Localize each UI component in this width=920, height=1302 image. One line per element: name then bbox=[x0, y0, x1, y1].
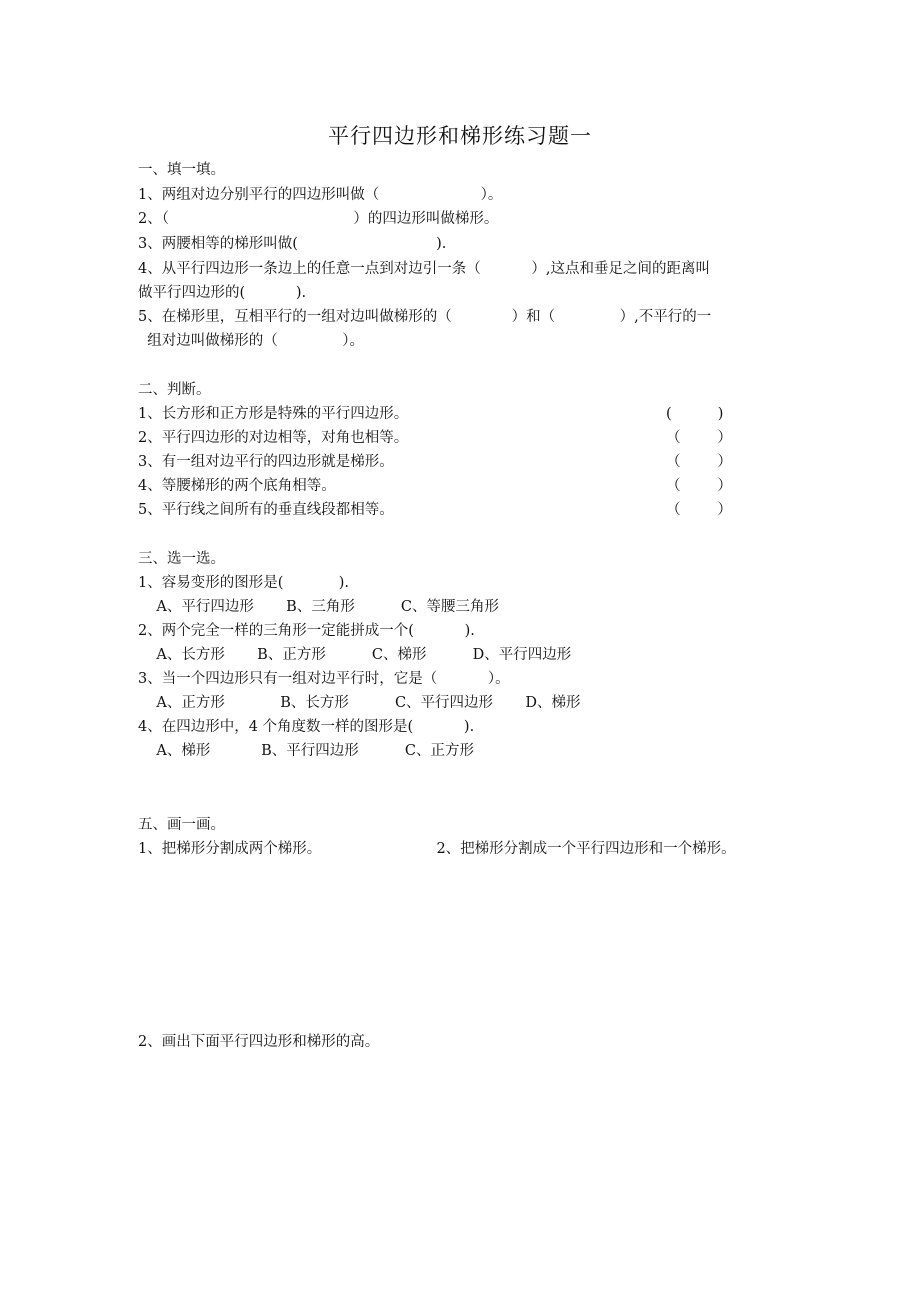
judge-answer-1: ( ) bbox=[666, 406, 724, 422]
fill-question-5-cont: 组对边叫做梯形的（ ）。 bbox=[138, 333, 364, 349]
section-heading-draw: 五、画一画。 bbox=[138, 817, 225, 833]
choose-question-3: 3、当一个四边形只有一组对边平行时，它是（ ）。 bbox=[138, 671, 510, 687]
fill-question-4-cont: 做平行四边形的( ). bbox=[138, 285, 307, 301]
fill-question-3: 3、两腰相等的梯形叫做( ). bbox=[138, 236, 447, 252]
choose-options-2: A、长方形 B、正方形 C、梯形 D、平行四边形 bbox=[138, 647, 572, 663]
fill-question-1: 1、两组对边分别平行的四边形叫做（ ）。 bbox=[138, 187, 503, 203]
section-heading-fill: 一、填一填。 bbox=[138, 162, 225, 178]
judge-item-2: 2、平行四边形的对边相等，对角也相等。 bbox=[138, 430, 409, 446]
fill-question-5: 5、在梯形里，互相平行的一组对边叫做梯形的（ ）和（ ）,不平行的一 bbox=[138, 309, 712, 325]
draw-task-1: 1、把梯形分割成两个梯形。 2、把梯形分割成一个平行四边形和一个梯形。 bbox=[138, 841, 736, 857]
choose-question-1: 1、容易变形的图形是( ). bbox=[138, 575, 349, 591]
section-heading-choose: 三、选一选。 bbox=[138, 551, 225, 567]
judge-answer-4: （ ） bbox=[666, 478, 732, 494]
fill-question-2: 2、（ ）的四边形叫做梯形。 bbox=[138, 211, 499, 227]
judge-item-5: 5、平行线之间所有的垂直线段都相等。 bbox=[138, 502, 394, 518]
draw-task-2: 2、画出下面平行四边形和梯形的高。 bbox=[138, 1034, 380, 1050]
section-heading-judge: 二、判断。 bbox=[138, 382, 211, 398]
judge-answer-5: （ ） bbox=[666, 502, 732, 518]
choose-options-3: A、正方形 B、长方形 C、平行四边形 D、梯形 bbox=[138, 695, 581, 711]
judge-item-3: 3、有一组对边平行的四边形就是梯形。 bbox=[138, 454, 394, 470]
judge-item-1: 1、长方形和正方形是特殊的平行四边形。 bbox=[138, 406, 409, 422]
choose-question-2: 2、两个完全一样的三角形一定能拼成一个( ). bbox=[138, 623, 475, 639]
choose-options-1: A、平行四边形 B、三角形 C、等腰三角形 bbox=[138, 599, 500, 615]
choose-question-4: 4、在四边形中，4 个角度数一样的图形是( ). bbox=[138, 719, 475, 735]
judge-answer-3: （ ） bbox=[666, 454, 732, 470]
fill-question-4: 4、从平行四边形一条边上的任意一点到对边引一条（ ）,这点和垂足之间的距离叫 bbox=[138, 261, 711, 277]
judge-answer-2: （ ） bbox=[666, 430, 732, 446]
judge-item-4: 4、等腰梯形的两个底角相等。 bbox=[138, 478, 336, 494]
page-title: 平行四边形和梯形练习题一 bbox=[328, 124, 592, 148]
choose-options-4: A、梯形 B、平行四边形 C、正方形 bbox=[138, 743, 474, 759]
